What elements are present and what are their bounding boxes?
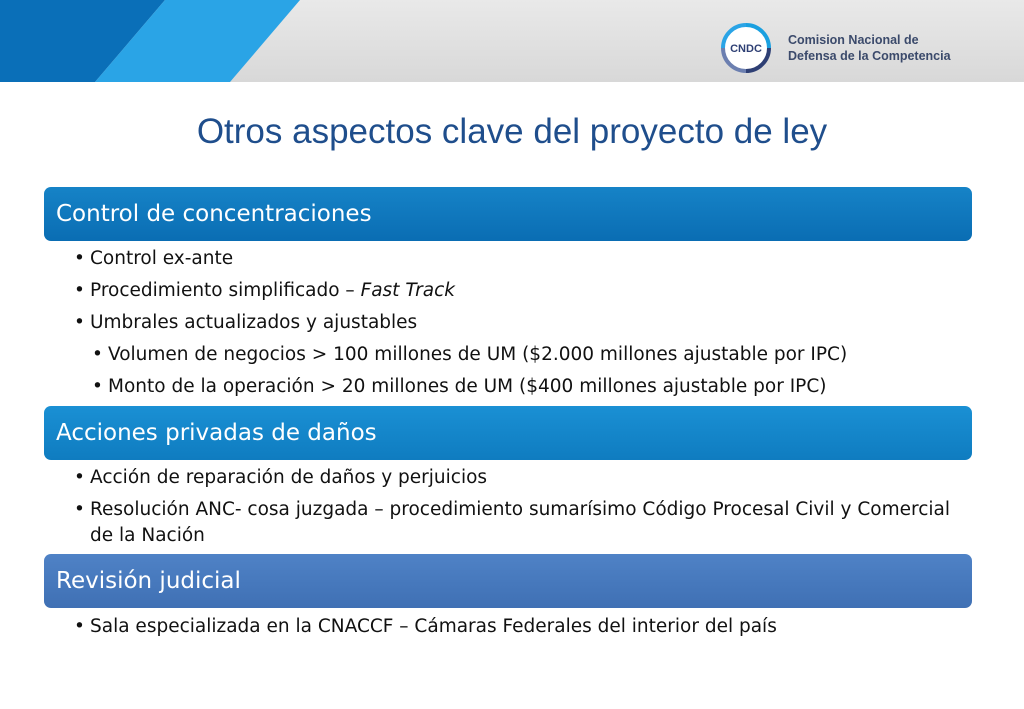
org-name (788, 32, 951, 64)
list-item (74, 278, 964, 303)
list-item: • Resolución ANC- cosa juzgada – procedimiento sumarísimo Código Procesal Civil y Comercial de la Nación (74, 497, 964, 549)
section-list-control-concentraciones (74, 246, 964, 406)
org-name-line1: Comision Nacional de (788, 33, 919, 47)
org-name-line2: Defensa de la Competencia (788, 49, 951, 63)
logo-mark-text: CNDC (730, 43, 762, 55)
section-heading-acciones-privadas: Acciones privadas de daños (44, 406, 972, 460)
section-heading-revision-judicial: Revisión judicial (44, 554, 972, 608)
org-logo (720, 20, 980, 76)
list-item: • Acción de reparación de daños y perjuicios (74, 465, 964, 490)
list-item: • Control ex-ante (74, 246, 964, 271)
list-subitem: • Volumen de negocios > 100 millones de UM ($2.000 millones ajustable por IPC) (92, 342, 964, 367)
section-list-acciones-privadas (74, 465, 964, 556)
list-subitem: • Monto de la operación > 20 millones de UM ($400 millones ajustable por IPC) (92, 374, 964, 399)
cndc-logo-icon (720, 22, 772, 74)
list-item-text: Procedimiento simplificado – (90, 280, 361, 301)
header-stripes (0, 0, 320, 82)
section-heading-control-concentraciones: Control de concentraciones (44, 187, 972, 241)
slide-title: Otros aspectos clave del proyecto de ley (196, 112, 828, 151)
section-list-revision-judicial (74, 614, 964, 646)
header-band (0, 0, 1024, 82)
list-item: • Sala especializada en la CNACCF – Cámaras Federales del interior del país (74, 614, 964, 639)
list-item: • Umbrales actualizados y ajustables (74, 310, 964, 335)
list-item-emphasis: Fast Track (360, 280, 456, 301)
